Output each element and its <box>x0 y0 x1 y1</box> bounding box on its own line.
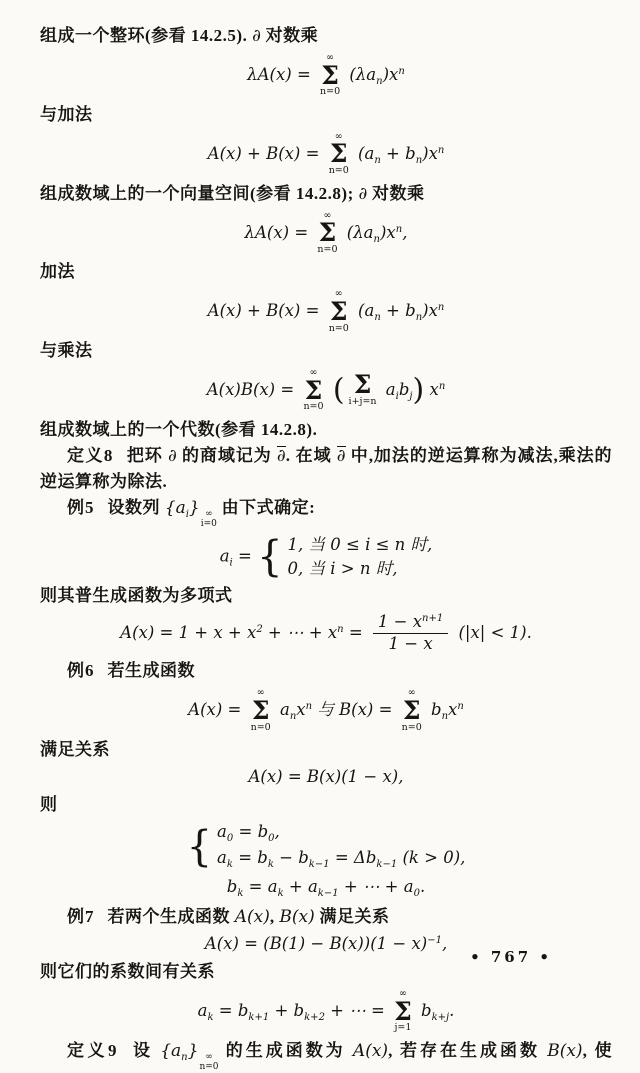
math-variable <box>277 446 286 466</box>
formula-line <box>40 822 612 872</box>
math-variable: B(x) <box>547 1040 583 1061</box>
formula-line: A(x) + B(x) = ∞ Σ n=0 $(a_n + b_n)x^n$ <box>207 288 445 334</box>
math-variable: ∂ <box>358 183 368 204</box>
page-content <box>40 24 612 1073</box>
text-line <box>40 444 612 468</box>
math-cases: { 1, 当 0 ≤ i ≤ n 时, 0, 当 i > n 时, <box>257 532 433 582</box>
text-line <box>40 584 612 608</box>
math-sum: ∞ Σ n=0 <box>320 52 341 98</box>
math-variable: A(x) <box>352 1040 389 1061</box>
math-sum: ∞ Σ n=0 <box>328 288 349 334</box>
math-variable: B(x) <box>279 907 315 928</box>
line-text: 把环 ∂ 的商域记为 ∂. 在域 ∂ 中,加法的逆运算称为减法,乘法的 <box>126 445 613 466</box>
line-text: 满足关系 <box>40 739 110 759</box>
text-line <box>40 738 612 762</box>
math-sum: ∞ Σ n=0 <box>328 130 349 177</box>
line-text: 组成数域上的一个代数(参看 14.2.8). <box>40 419 318 439</box>
math-fraction: $\frac{1 - x^{n+1}}{1 - x}$ <box>373 613 448 654</box>
text-line <box>40 260 612 284</box>
text-line <box>40 103 612 127</box>
math-overbar: ∂ <box>276 445 286 466</box>
line-text: 则它们的系数间有关系 <box>40 962 215 982</box>
math-big-paren: ( <box>332 372 345 408</box>
formula-line: λA(x) = ∞ Σ n=0 $(\lambda a_n)x^n$, <box>244 209 408 255</box>
text-line <box>40 339 612 363</box>
text-line <box>40 470 612 494</box>
formula-line: A(x) = B(x)(1 − x), <box>248 767 404 787</box>
formula-line: A(x) + B(x) = ∞ Σ n=0 $(a_n + b_n)x^n$ <box>207 130 445 177</box>
math-sum: ∞ Σ n=0 <box>250 687 271 733</box>
math-variable: ∂ <box>252 26 261 46</box>
text-line <box>40 182 612 206</box>
text-line <box>40 24 612 48</box>
line-text: 逆运算称为除法. <box>40 472 168 491</box>
math-variable: $\{a_i\}$ ∞ i=0 <box>164 498 217 530</box>
formula-line: $a_i$ = { 1, 当 0 ≤ i ≤ n 时, 0, 当 i > n 时, <box>219 532 433 582</box>
formula-line: λA(x) = ∞ Σ n=0 $(\lambda a_n)x^n$ <box>247 52 405 98</box>
formula-line: $A(x) = (B(1) - B(x))(1 - x)^{-1}$, <box>204 934 448 954</box>
math-variable: $\{a_n\}$ ∞ n=0 <box>160 1040 219 1072</box>
line-text: 若两个生成函数 A(x), B(x) 满足关系 <box>107 907 390 928</box>
line-text: 组成一个整环(参看 14.2.5). ∂ 对数乘 <box>40 26 319 46</box>
paragraph-label: 例7 <box>67 907 95 927</box>
math-variable: A(x) <box>234 907 270 928</box>
bold-term: 除法 <box>127 472 163 491</box>
paragraph-label: 定义9 <box>67 1040 118 1060</box>
bold-term: 减法 <box>517 445 554 465</box>
page-number: • 767 • <box>470 948 552 966</box>
formula-line: A(x)B(x) = ∞ Σ n=0 ( Σ i+j=n $a_ib_j$) $x^n$ <box>206 367 446 413</box>
line-text: 组成数域上的一个向量空间(参看 14.2.8); ∂ 对数乘 <box>40 183 425 204</box>
paragraph-label: 例6 <box>67 661 95 681</box>
math-sum: Σ i+j=n <box>348 370 377 408</box>
math-sum: ∞ Σ n=0 <box>303 367 324 413</box>
text-line <box>40 793 612 817</box>
math-variable: ∂ <box>167 445 177 466</box>
math-overbar: ∂ <box>336 445 346 466</box>
math-variable <box>337 446 346 466</box>
text-line <box>40 905 612 929</box>
line-text: 与乘法 <box>40 341 93 360</box>
math-big-paren: ) <box>412 372 425 408</box>
line-text: 加法 <box>40 262 75 282</box>
math-sum: ∞ Σ n=0 <box>401 687 422 733</box>
line-text: 与加法 <box>40 104 93 124</box>
text-line <box>40 496 612 530</box>
formula-line: A(x) = ∞ Σ n=0 $a_nx^n$ 与 B(x) = ∞ Σ n=0 $b_nx^n$ <box>188 687 464 733</box>
math-sum: ∞ Σ j=1 <box>394 988 412 1034</box>
text-line <box>40 418 612 442</box>
line-text: 设 $\{a_n\}$ ∞ n=0 的生成函数为 A(x), 若存在生成函数 B(x), 使 <box>130 1040 613 1072</box>
math-limits: ∞ i=0 <box>200 509 217 530</box>
formula-line: $b_k = a_k + a_{k-1}$ + ⋯ + $a_0$. <box>226 876 426 899</box>
text-line <box>40 1039 612 1073</box>
text-line <box>40 659 612 683</box>
line-text: 则其普生成函数为多项式 <box>40 586 233 606</box>
math-limits: ∞ n=0 <box>199 1051 219 1072</box>
paragraph-label: 例5 <box>67 498 95 518</box>
math-cases: { $a_0 = b_0$, $a_k = b_k - b_{k-1} = \Delta b_{k-1}$ (k > 0), <box>186 821 466 871</box>
formula-line: $a_k = b_{k+1} + b_{k+2}$ + ⋯ = ∞ Σ j=1 $b_{k+j}$. <box>197 988 455 1034</box>
line-text: 设数列 $\{a_i\}$ ∞ i=0 由下式确定: <box>107 498 316 530</box>
paragraph-label: 定义8 <box>67 445 114 465</box>
line-text: 则 <box>40 794 58 814</box>
math-sum: ∞ Σ n=0 <box>317 209 338 255</box>
formula-line: $A(x) = 1 + x + x^2$ + ⋯ + $x^n$ = $\frac{1 - x^{n+1}}{1 - x}$ (|x| < 1). <box>120 612 532 654</box>
line-text: 若生成函数 <box>107 661 195 681</box>
